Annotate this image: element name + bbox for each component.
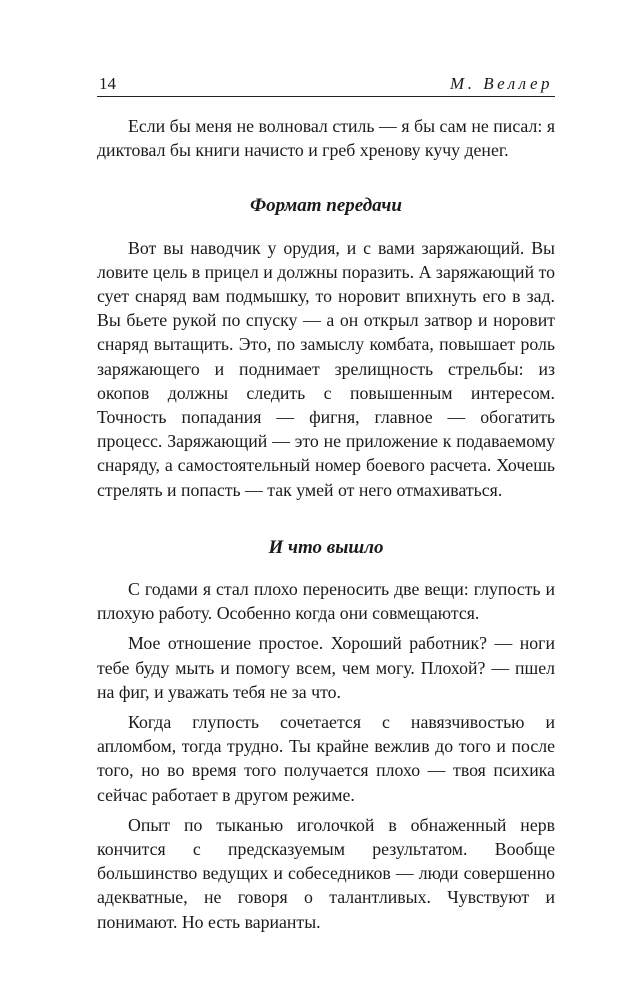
section-heading-format: Формат передачи xyxy=(250,195,402,217)
section2-paragraph-2: Мое отношение простое. Хороший работник? — ноги тебе буду мыть и помогу всем, чем могу. Плохой? — пшел на фиг, и уважать тебя не за что. xyxy=(97,633,555,702)
running-header xyxy=(97,72,555,97)
section1-paragraph: Вот вы наводчик у орудия, и с вами заряжающий. Вы ловите цель в прицел и должны поразить. А заряжающий то сует снаряд вам подмышку, то норовит впихнуть его в зад. Вы бьете рукой по спуску — а он открыл затвор и норовит снаряд вытащить. Это, по замыслу комбата, повышает роль заряжающего и поднимает зрелищность стрельбы: из окопов должны следить с повышенным интересом. Точность попадания — фигня, главное — обогатить процесс. Заряжающий — это не приложение к подаваемому снаряду, а самостоятельный номер боевого расчета. Хочешь стрелять и попасть — так умей от него отмахиваться. xyxy=(97,237,555,500)
page-number: 14 xyxy=(99,74,116,93)
section2-paragraph-1: С годами я стал плохо переносить две вещи: глупость и плохую работу. Особенно когда они совмещаются. xyxy=(97,579,555,624)
section2-paragraph-3: Когда глупость сочетается с навязчивостью и апломбом, тогда трудно. Ты крайне вежлив до того и после того, но во время того получается плохо — твоя психика сейчас работает в другом режиме. xyxy=(97,712,555,805)
running-author: М. Веллер xyxy=(450,74,553,93)
section2-paragraph-4: Опыт по тыканью иголочкой в обнаженный нерв кончится с предсказуемым результатом. Вообще большинство ведущих и собеседников — люди совершенно адекватные, не говоря о талантливых. Чувствуют и понимают. Но есть варианты. xyxy=(97,814,555,932)
intro-paragraph: Если бы меня не волновал стиль — я бы сам не писал: я диктовал бы книги начисто и греб хренову кучу денег. xyxy=(97,116,555,161)
section-heading-result: И что вышло xyxy=(268,536,384,558)
page-body xyxy=(97,114,555,934)
